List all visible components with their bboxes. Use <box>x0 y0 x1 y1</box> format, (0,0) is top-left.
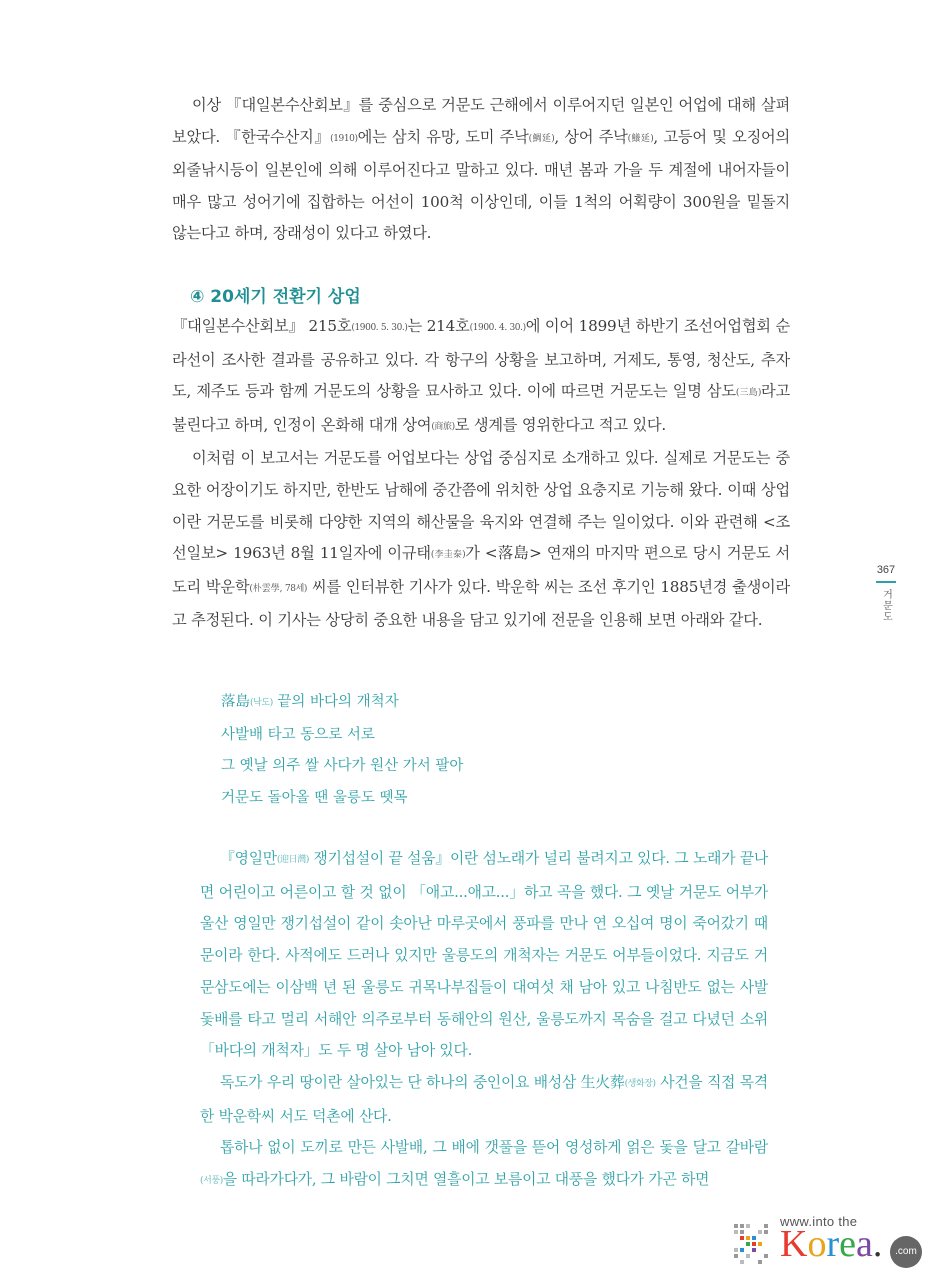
logo-o: o <box>807 1223 827 1265</box>
poem1-text: 끝의 바다의 개척자 <box>272 694 399 710</box>
logo-e: e <box>839 1223 856 1265</box>
q3-annot: (서풍) <box>200 1176 223 1187</box>
para1-annot2: (鯛延) <box>528 133 555 144</box>
p2-text-a: 『대일본수산회보』 215호 <box>172 317 352 335</box>
logo-url-text: www.into the <box>780 1214 858 1229</box>
p2-text-d: 라고 불린다고 하며, 인정이 온화해 대개 상여 <box>172 382 790 434</box>
poem-line-2: 사발배 타고 동으로 서로 <box>221 726 375 743</box>
q1-text-a: 『영일만 <box>220 850 277 867</box>
p2-annot3: (三島) <box>735 388 762 399</box>
logo-dot: . <box>872 1223 883 1265</box>
q1-text-b: 쟁기섭설이 끝 설움』이란 섬노래가 널리 불려지고 있다. 그 노래가 끝나면 어린이고 어른이고 할 것 없이 「애고...애고...」하고 곡을 했다. 그 옛날 거문도 어부가 울산 영일만 쟁기섭설이 같이 솟아난 마루곳에서 풍파를 만나 연 오십여 명이 죽어갔기 때문이라 한다. 사적에도 드러나 있지만 울릉도의 개척자는 거문도 어부들이었다. 지금도 거문삼도에는 이삼백 년 된 울릉도 귀목나부집들이 대여섯 채 남아 있고 나침반도 없는 사발돛배를 타고 멀리 서해안 의주로부터 동해안의 원산, 울릉도까지 목숨을 걸고 다녔던 소위 「바다의 개척자」도 두 명 살아 남아 있다. <box>200 850 769 1060</box>
p2-text-e: 로 생계를 영위한다고 적고 있다. <box>454 415 667 434</box>
q2-text-a: 독도가 우리 땅이란 살아있는 단 하나의 중인이요 배성삼 生火葬 <box>220 1073 625 1091</box>
q1-annot: (迎日灣) <box>276 855 310 865</box>
poem-line-4: 거문도 돌아올 땐 울릉도 뗏목 <box>221 789 408 806</box>
intothekorea-logo <box>732 1214 922 1274</box>
p3-text-c: 씨를 인터뷰한 기사가 있다. 박운학 씨는 조선 후기인 1885년경 출생이라고 추정된다. 이 기사는 상당히 중요한 내용을 담고 있기에 전문을 인용해 보면 아래와 같다. <box>172 577 791 630</box>
logo-k: K <box>780 1223 808 1265</box>
poem-block <box>221 687 463 814</box>
para1-annot3: (鱶延) <box>627 133 654 144</box>
p2-annot4: (商旅) <box>431 421 455 432</box>
side-rule <box>876 581 896 583</box>
p2-text-c: 에 이어 1899년 하반기 조선어업협회 순라선이 조사한 결과를 공유하고 있다. 각 항구의 상황을 보고하며, 거제도, 통영, 청산도, 추자도, 제주도 등과 함께 거문도의 상황을 묘사하고 있다. 이에 따르면 거문도는 일명 삼도 <box>172 317 791 401</box>
para1-annot1: (1910) <box>330 133 358 144</box>
poem1-hanja: 落島 <box>221 694 250 710</box>
logo-a: a <box>855 1223 873 1265</box>
p3-annot2: (朴雲學, 78세) <box>249 583 307 594</box>
q3-text-a: 톱하나 없이 도끼로 만든 사발배, 그 배에 갯풀을 뜯어 영성하게 얽은 돛을 달고 갈바람 <box>220 1139 768 1157</box>
pixel-grid-icon <box>732 1222 776 1270</box>
section-heading: ④ 20세기 전환기 상업 <box>190 287 361 307</box>
para1-text-d: , 고등어 및 오징어의 외줄낚시등이 일본인에 의해 이루어진다고 말하고 있다. 매년 봄과 가을 두 계절에 내어자들이 매우 많고 성어기에 집합하는 어선이 100척 이상인데, 이들 1척의 어획량이 300원을 밑돌지 않는다고 하며, 장래성이 있다고 하였다. <box>172 127 790 243</box>
page-number: 367 <box>876 564 896 576</box>
p3-text-a: 이처럼 이 보고서는 거문도를 어업보다는 상업 중심지로 소개하고 있다. 실제로 거문도는 중요한 어장이기도 하지만, 한반도 남해에 중간쯤에 위치한 상업 요충지로 기능해 왔다. 이때 상업이란 거문도를 비롯해 다양한 지역의 해산물을 육지와 연결해 주는 일이었다. 이와 관련해 <조선일보> 1963년 8월 11일자에 이규태 <box>172 449 790 563</box>
quoted-article <box>200 843 768 1198</box>
poem1-annot: (낙도) <box>250 698 273 708</box>
logo-r: r <box>826 1223 840 1265</box>
p3-annot1: (李圭泰) <box>430 550 466 561</box>
para1-text-c: , 상어 주낙 <box>554 127 628 146</box>
p2-text-b: 는 214호 <box>407 317 470 335</box>
intro-paragraph <box>172 90 790 250</box>
logo-wordmark <box>780 1222 882 1266</box>
para1-text: 이상 『대일본수산회보』를 중심으로 거문도 근해에서 이루어지던 일본인 어업에 대해 살펴보았다. 『한국수산지』 <box>172 96 790 146</box>
side-label: 거문도 <box>880 589 892 622</box>
q2-text-b: 사건을 직접 목격한 박운학씨 서도 덕촌에 산다. <box>200 1073 768 1125</box>
body-paragraphs <box>172 311 790 637</box>
q3-text-b: 을 따라가다가, 그 바람이 그치면 열흘이고 보름이고 대풍을 했다가 가곤 하면 <box>222 1171 710 1189</box>
p2-annot1: (1900. 5. 30.) <box>351 323 408 333</box>
side-marker <box>872 564 900 622</box>
poem-line-1 <box>221 687 463 720</box>
poem-line-3: 그 옛날 의주 쌀 사다가 원산 가서 팔아 <box>221 758 464 774</box>
p2-annot2: (1900. 4. 30.) <box>469 323 526 333</box>
logo-com-badge: .com <box>890 1236 922 1268</box>
para1-text-b: 에는 삼치 유망, 도미 주낙 <box>357 127 529 146</box>
p3-text-b: 가 <落島> 연재의 마지막 편으로 당시 거문도 서도리 박운학 <box>172 544 790 596</box>
q2-annot: (생화장) <box>624 1078 656 1089</box>
